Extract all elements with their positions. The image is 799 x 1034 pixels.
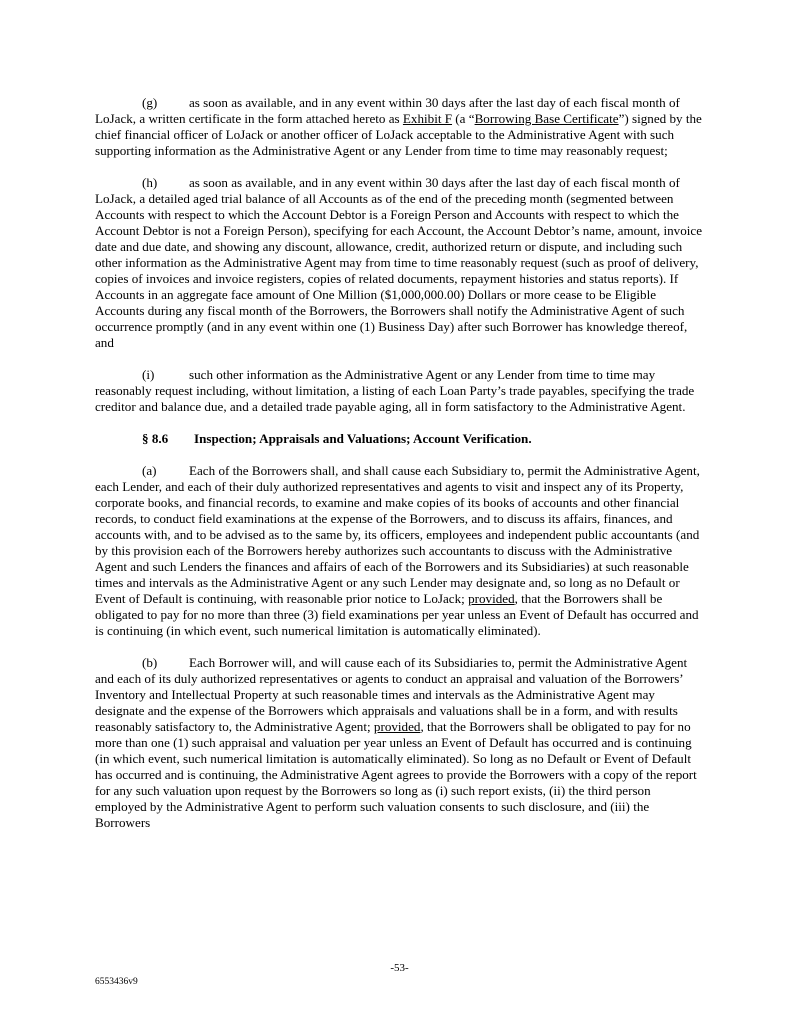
paragraph-g-text-1: as soon as available, and in any event within 30 days after the last day of each fiscal month of LoJack, a written certificate in the form attached hereto as <box>95 95 680 126</box>
exhibit-f-reference: Exhibit F <box>402 111 453 126</box>
paragraph-b-label: (b) <box>142 655 158 670</box>
paragraph-a <box>95 463 705 639</box>
paragraph-a-text-2: , that the Borrowers shall be obligated to pay for no more than three (3) field examinations per year unless an Event of Default has occurred and is continuing (in which event, such numerical limitation is automatically eliminated). <box>95 591 699 638</box>
paragraph-h <box>95 175 705 351</box>
paragraph-i-label: (i) <box>142 367 155 382</box>
paragraph-h-label: (h) <box>142 175 158 190</box>
paragraph-b-text-1: Each Borrower will, and will cause each of its Subsidiaries to, permit the Administrative Agent and each of its duly authorized representatives or agents to conduct an appraisal and valuation of the Borrowers’ Inventory and Intellectual Property at such reasonable times and intervals as the Administrative Agent may designate and the expense of the Borrowers which appraisals and valuations shall be in a form, and with results reasonably satisfactory to, the Administrative Agent; <box>95 655 688 734</box>
paragraph-b <box>95 655 705 831</box>
section-number: § 8.6 <box>142 431 169 446</box>
section-heading <box>95 431 705 447</box>
borrowing-base-certificate-term: Borrowing Base Certificate <box>474 111 619 126</box>
paragraph-g-label: (g) <box>142 95 158 110</box>
paragraph-g-text-3: ”) signed by the chief financial officer of LoJack or another officer of LoJack acceptable to the Administrative Agent with such supporting information as the Administrative Agent or any Lender from time to time may reasonably request; <box>95 111 702 158</box>
paragraph-h-text: as soon as available, and in any event within 30 days after the last day of each fiscal month of LoJack, a detailed aged trial balance of all Accounts as of the end of the preceding month (segmented between Accounts with respect to which the Account Debtor is a Foreign Person and Accounts with respect to which the Account Debtor is not a Foreign Person), specifying for each Account, the Account Debtor’s name, amount, invoice date and due date, and showing any discount, allowance, credit, authorized return or dispute, and including such other information as the Administrative Agent may from time to time reasonably request (such as proof of delivery, copies of invoices and invoice registers, copies of related documents, repayment histories and status reports). If Accounts in an aggregate face amount of One Million ($1,000,000.00) Dollars or more cease to be Eligible Accounts during any fiscal month of the Borrowers, the Borrowers shall notify the Administrative Agent of such occurrence promptly (and in any event within one (1) Business Day) after such Borrower has knowledge thereof, and <box>95 175 703 350</box>
paragraph-g-text-2: (a “ <box>452 111 475 126</box>
section-title: Inspection; Appraisals and Valuations; Account Verification. <box>194 431 532 446</box>
paragraph-i <box>95 367 705 415</box>
provided-term: provided <box>373 719 421 734</box>
paragraph-a-text-1: Each of the Borrowers shall, and shall cause each Subsidiary to, permit the Administrative Agent, each Lender, and each of their duly authorized representatives and agents to visit and inspect any of its Property, corporate books, and financial records, to examine and make copies of its books of accounts and other financial records, to conduct field examinations at the expense of the Borrowers, and to discuss its affairs, finances, and accounts with, and to be advised as to the same by, its officers, employees and independent public accountants (and by this provision each of the Borrowers hereby authorizes such accountants to discuss with the Administrative Agent and such Lenders the finances and affairs of each of the Borrowers and its Subsidiaries) at such reasonable times and intervals as the Administrative Agent or any such Lender may designate and, so long as no Default or Event of Default is continuing, with reasonable prior notice to LoJack; <box>95 463 700 606</box>
paragraph-g <box>95 95 705 159</box>
document-id: 6553436v9 <box>95 977 138 987</box>
page-number: -53- <box>390 962 409 974</box>
paragraph-a-label: (a) <box>142 463 157 478</box>
paragraph-i-text: such other information as the Administrative Agent or any Lender from time to time may reasonably request including, without limitation, a listing of each Loan Party’s trade payables, specifying the trade creditor and balance due, and a detailed trade payable aging, all in form satisfactory to the Administrative Agent. <box>95 367 695 414</box>
page-body <box>95 95 705 847</box>
paragraph-b-text-2: , that the Borrowers shall be obligated to pay for no more than one (1) such appraisal and valuation per year unless an Event of Default has occurred and is continuing (in which event, such numerical limitation is automatically eliminated). So long as no Default or Event of Default has occurred and is continuing, the Administrative Agent agrees to provide the Borrowers with a copy of the report for any such valuation upon request by the Borrowers so long as (i) such report exists, (ii) the third person employed by the Administrative Agent to perform such valuation consents to such disclosure, and (iii) the Borrowers <box>95 719 697 830</box>
provided-term: provided <box>468 591 515 606</box>
